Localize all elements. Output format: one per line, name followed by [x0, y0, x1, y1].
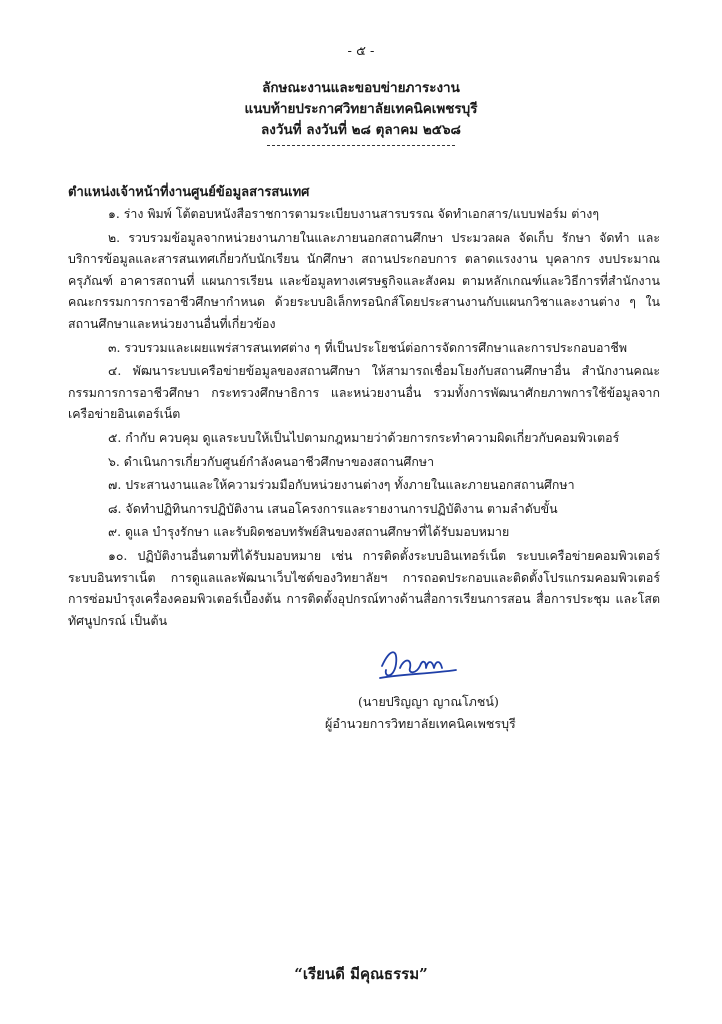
- section-title: ตำแหน่งเจ้าหน้าที่งานศูนย์ข้อมูลสารสนเทศ: [68, 185, 310, 200]
- header-subtitle-line: แนบท้ายประกาศวิทยาลัยเทคนิคเพชรบุรี: [244, 101, 478, 117]
- duty-item-9: ๙. ดูแล บำรุงรักษา และรับผิดชอบทรัพย์สินของสถานศึกษาที่ได้รับมอบหมาย: [108, 524, 510, 540]
- duty-list: [68, 203, 660, 633]
- duty-item-1: ๑. ร่าง พิมพ์ โต้ตอบหนังสือราชการตามระเบียบงานสารบรรณ จัดทำเอกสาร/แบบฟอร์ม ต่างๆ: [108, 206, 600, 221]
- duty-item-4: ๔. พัฒนาระบบเครือข่ายข้อมูลของสถานศึกษา ให้สามารถเชื่อมโยงกับสถานศึกษาอื่น สำนักงานคณะกรรมการการอาชีวศึกษา กระทรวงศึกษาธิการ และหน่วยงานอื่น รวมทั้งการพัฒนาศักยภาพการใช้ข้อมูลจากเครือข่ายอินเตอร์เน็ต: [68, 363, 660, 422]
- duty-item-5: ๕. กำกับ ควบคุม ดูแลระบบให้เป็นไปตามกฎหมายว่าด้วยการกระทำความผิดเกี่ยวกับคอมพิวเตอร์: [108, 429, 620, 445]
- duty-item-10: ๑๐. ปฏิบัติงานอื่นตามที่ได้รับมอบหมาย เช่น การติดตั้งระบบอินเทอร์เน็ต ระบบเครือข่ายคอมพิวเตอร์ ระบบอินทราเน็ต การดูแลและพัฒนาเว็บไซต์ของวิทยาลัยฯ การถอดประกอบและติดตั้งโปรแกรมคอมพิวเตอร์ การซ่อมบำรุงเครื่องคอมพิวเตอร์เบื้องต้น การติดตั้งอุปกรณ์ทางด้านสื่อการเรียนการสอน สื่อการประชุม และโสตทัศนูปกรณ์ เป็นต้น: [68, 547, 660, 628]
- header-date-line: ลงวันที่ ลงวันที่ ๒๘ ตุลาคม ๒๕๖๘: [261, 122, 461, 138]
- document-header: [0, 78, 722, 146]
- duty-item-2: ๒. รวบรวมข้อมูลจากหน่วยงานภายในและภายนอกสถานศึกษา ประมวลผล จัดเก็บ รักษา จัดทำ และบริการข้อมูลและสารสนเทศเกี่ยวกับนักเรียน นักศึกษา สถานประกอบการ ตลาดแรงงาน บุคลากร งบประมาณ ครุภัณฑ์ อาคารสถานที่ แผนการเรียน และข้อมูลทางเศรษฐกิจและสังคม ตามหลักเกณฑ์และวิธีการที่สำนักงานคณะกรรมการการอาชีวศึกษากำหนด ด้วยระบบอิเล็กทรอนิกส์โดยประสานงานกับแผนกวิชาและงานต่าง ๆ ในสถานศึกษาและหน่วยงานอื่นที่เกี่ยวข้อง: [68, 229, 660, 331]
- signature-image: [376, 644, 460, 684]
- header-title-line: ลักษณะงานและขอบข่ายภาระงาน: [262, 80, 460, 96]
- duty-item-8: ๘. จัดทำปฏิทินการปฏิบัติงาน เสนอโครงการและรายงานการปฏิบัติงาน ตามลำดับขั้น: [108, 500, 558, 516]
- motto: “เรียนดี มีคุณธรรม”: [294, 965, 428, 983]
- header-divider: [267, 145, 455, 146]
- duty-item-3: ๓. รวบรวมและเผยแพร่สารสนเทศต่าง ๆ ที่เป็นประโยชน์ต่อการจัดการศึกษาและการประกอบอาชีพ: [108, 339, 628, 355]
- signer-title: ผู้อำนวยการวิทยาลัยเทคนิคเพชรบุรี: [325, 716, 516, 731]
- page-number: - ๕ -: [347, 44, 375, 59]
- signer-name: (นายปริญญา ญาณโภชน์): [358, 694, 499, 709]
- duty-item-6: ๖. ดำเนินการเกี่ยวกับศูนย์กำลังคนอาชีวศึกษาของสถานศึกษา: [108, 453, 435, 469]
- duty-item-7: ๗. ประสานงานและให้ความร่วมมือกับหน่วยงานต่างๆ ทั้งภายในและภายนอกสถานศึกษา: [108, 477, 575, 493]
